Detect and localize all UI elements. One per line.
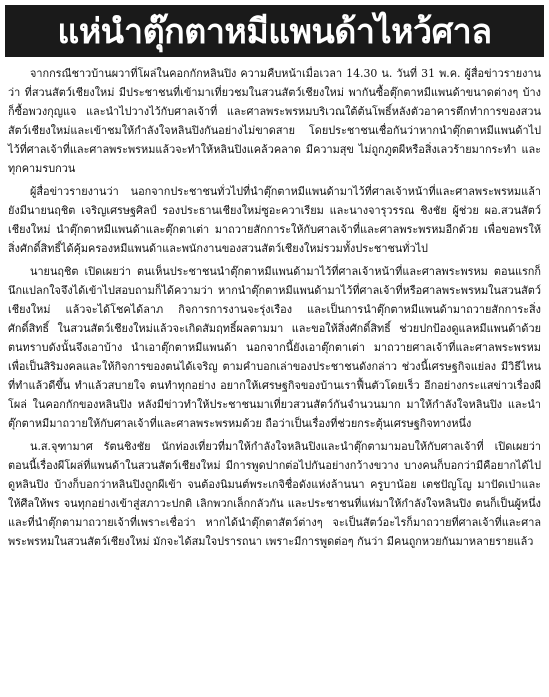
- article-paragraph: น.ส.จุฑามาศ รัตนชิงชัย นักท่องเที่ยวที่มาให้กำลังใจหลินปิงและนำตุ๊กตามามอบให้กับศาลเจ้าที่ เปิดเผยว่า ตอนนี้เรื่องผีโผล่ที่แพนด้าในสวนสัตว์เชียงใหม่ มีการพูดปากต่อไปกันอย่างกว้างขวาง บางคนก็บอกว่ามีคือยากได้ไปดูหลินปิง บ้างก็บอกว่าหลินปิงถูกผีเข้า จนต้องนิมนต์พระเกจิชื่อดังแห่งล้านนา ครูบาน้อย เตชปัญโญ มาปัดเป่าและให้ศีลให้พร จนทุกอย่างเข้าสู่สภาวะปกติ เลิกพวกเล็กกลัวกัน และประชาชนที่แห่มาให้กำลังใจหลินปิง ตนก็เป็นผู้หนึ่ง และที่นำตุ๊กตามาถวายเจ้าที่เพราะเชื่อว่า หากได้นำตุ๊กตาสัตว์ต่างๆ จะเป็นสัตว์อะไรก็มาถวายที่ศาลเจ้าที่และศาลพระพรหมในสวนสัตว์เชียงใหม่ มักจะได้สมใจปรารถนา เพราะมีการพูดต่อๆ กันว่า มีคนถูกหวยกันมาหลายรายแล้ว: [8, 440, 541, 548]
- article-paragraph: ผู้สื่อข่าวรายงานว่า นอกจากประชาชนทั่วไปที่นำตุ๊กตาหมีแพนด้ามาไว้ที่ศาลเจ้าหน้าที่และศาลพระพรหมแล้ายังมีนายนฤชิต เจริญเศรษฐศิลป์ รองประธานเชียงใหม่ซูอะควาเรียม และนางจารุวรรณ ชิงชัย ผู้ช่วย ผอ.สวนสัตว์เชียงใหม่ นำตุ๊กตาหมีแพนด้าและตุ๊กตาเต่า มาถวายสักการะให้กับศาลเจ้าที่และศาลพระพรหมอีกด้วย เพื่อขอพรให้สิ่งศักดิ์สิทธิ์ได้คุ้มครองหมีแพนด้าและพนักงานของสวนสัตว์เชียงใหม่รวมทั้งประชาชนทั่วไป: [8, 185, 541, 255]
- headline-banner: [5, 5, 544, 57]
- article-body: [8, 64, 541, 554]
- article-paragraph: จากกรณีชาวบ้านผวาที่โผล่ในคอกกักหลินปิง ความคืบหน้าเมื่อเวลา 14.30 น. วันที่ 31 พ.ค. ผู้สื่อข่าวรายงานว่า ที่สวนสัตว์เชียงใหม่ มีประชาชนที่เข้ามาเที่ยวชมในสวนสัตว์เชียงใหม่ พากันซื้อตุ๊กตาหมีแพนด้าขนาดต่างๆ บ้างก็ซื้อพวงกุญแจ และนำไปวางไว้กับศาลเจ้าที่ และศาลพระพรหมบริเวณใต้ต้นโพธิ์หลังตัวอาคารตึกทำการของสวนสัตว์เชียงใหม่และเข้าชมให้กำลังใจหลินปิงกันอย่างไม่ขาดสาย โดยประชาชนเชื่อกันว่าหากนำตุ๊กตาหมีแพนด้าไปไว้ที่ศาลเจ้าที่และศาลพระพรหมแล้วจะทำให้หลินปิงแคล้วคลาด มีความสุข ไม่ถูกภูตผีหรือสิ่งเลวร้ายมากระทำ และทุกคามรบกวน: [8, 67, 541, 175]
- headline: แห่นำตุ๊กตาหมีแพนด้าไหว้ศาล: [57, 12, 492, 52]
- article-paragraph: นายนฤชิต เปิดเผยว่า ตนเห็นประชาชนนำตุ๊กตาหมีแพนด้ามาไว้ที่ศาลเจ้าหน้าที่และศาลพระพรหม ตอนแรกก็นึกแปลกใจจึงได้เข้าไปสอบถามก็ได้ความว่า หากนำตุ๊กตาหมีแพนด้ามาไว้ที่ศาลเจ้าที่หรือศาลพระพรหมในสวนสัตว์เชียงใหม่ แล้วจะได้โชคได้ลาภ กิจการการงานจะรุ่งเรือง และเป็นการนำตุ๊กตาหมีแพนด้ามาถวายสักการะสิ่งศักดิ์สิทธิ์ ในสวนสัตว์เชียงใหม่แล้วจะเกิดสัมฤทธิ์ผลตามมา และขอให้สิ่งศักดิ์สิทธิ์ ช่วยปกป้องดูแลหมีแพนด้าด้วย ตนทราบดังนั้นจึงเอาบ้าง นำเอาตุ๊กตาหมีแพนด้า นอกจากนี้ยังเอาตุ๊กตาเต่า มาถวายศาลเจ้าที่และศาลพระพรหม เพื่อเป็นสิริมงคลและให้กิจการของตนได้เจริญ ตามคำบอกเล่าของประชาชนดังกล่าว ช่วงนี้เศรษฐกิจแย่ลง มีวิธีไหนที่ทำแล้วดีขึ้น ทำแล้วสบายใจ ตนทำทุกอย่าง อยากให้เศรษฐกิจของบ้านเราฟื้นตัวโดยเร็ว อีกอย่างกระแสข่าวเรื่องผีโผล่ ในคอกกักของหลินปิง หลังมีข่าวทำให้ประชาชนมาเที่ยวสวนสัตว์กันจำนวนมาก มาให้กำลังใจหลินปิง และนำตุ๊กตาหมีมาถวายให้กับศาลเจ้าที่และศาลพระพรหมด้วย ถือว่าเป็นเรื่องที่ช่วยกระตุ้นเศรษฐกิจทางหนึ่ง: [8, 265, 541, 430]
